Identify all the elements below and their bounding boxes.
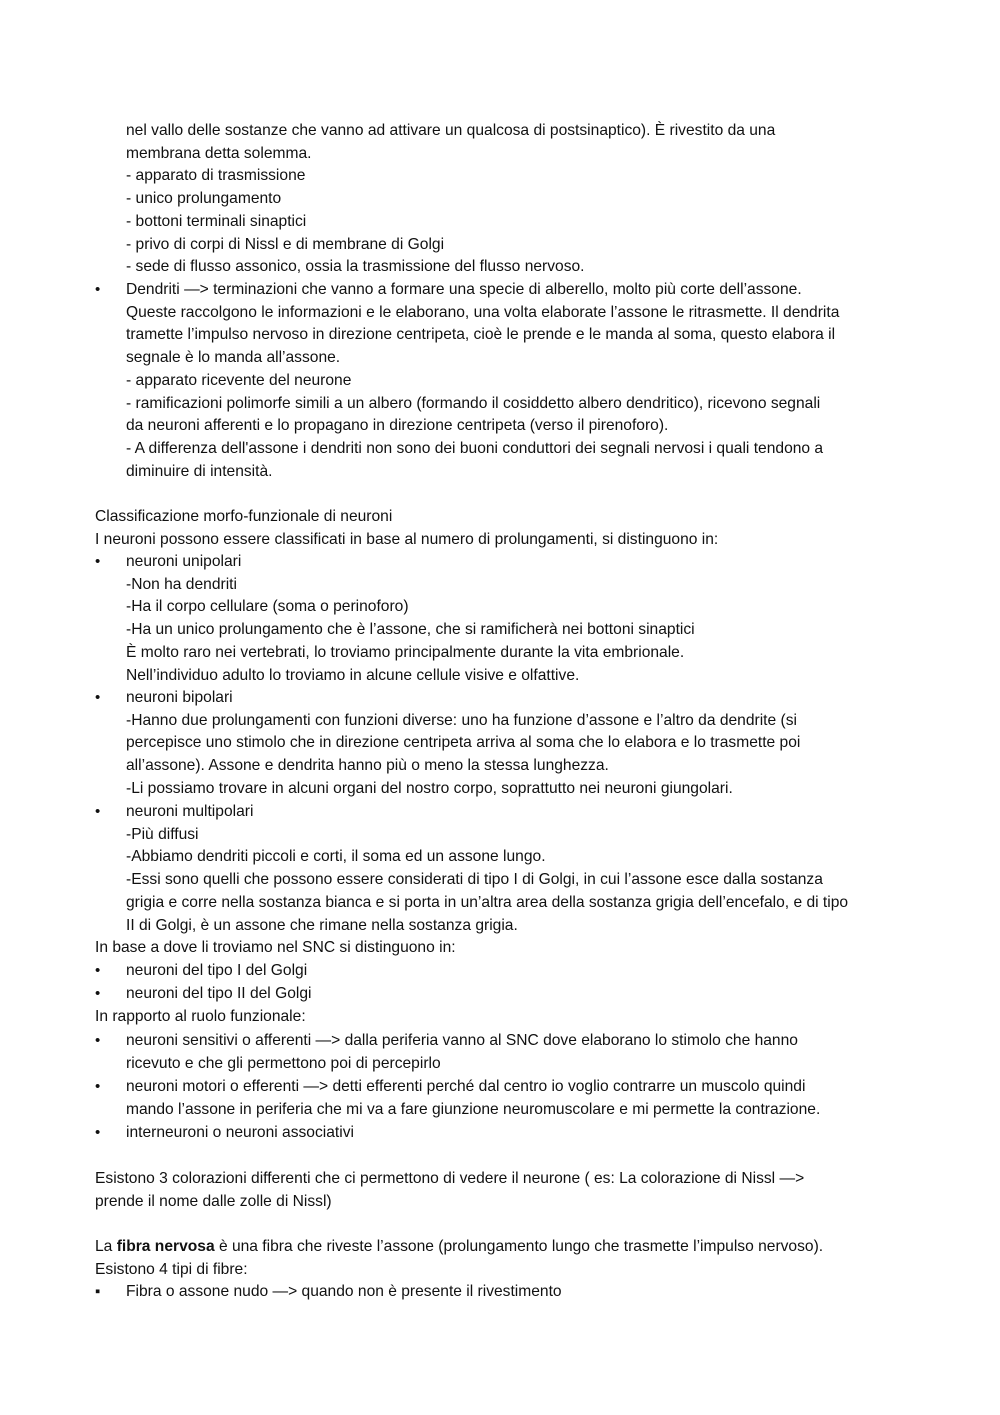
text-line: prende il nome dalle zolle di Nissl) (95, 1192, 332, 1210)
bullet-icon: • (95, 1078, 101, 1095)
text-line: - ramificazioni polimorfe simili a un albero (formando il cosiddetto albero dendritico), ricevono segnali (126, 394, 821, 412)
classification-section (95, 506, 925, 551)
text-line: ricevuto e che gli permettono poi di percepirlo (126, 1054, 441, 1072)
bullet-icon: • (95, 1032, 101, 1049)
text-line: neuroni multipolari (126, 803, 254, 820)
text-line: Esistono 4 tipi di fibre: (95, 1260, 248, 1278)
text-line: - privo di corpi di Nissl e di membrane di Golgi (126, 235, 445, 253)
text-line: - apparato di trasmissione (126, 167, 306, 185)
section-heading: Classificazione morfo-funzionale di neuroni (95, 508, 393, 525)
text-line: II di Golgi, è un assone che rimane nella sostanza grigia. (126, 916, 518, 934)
text-line: all’assone). Assone e dendrita hanno più o meno la stessa lunghezza. (126, 757, 609, 775)
ruolo-intro (95, 1006, 925, 1029)
bullet-icon: • (95, 1124, 101, 1141)
text-line: -Essi sono quelli che possono essere considerati di tipo I di Golgi, in cui l’assone esce dalla sostanza (126, 871, 823, 889)
text-line: -Abbiamo dendriti piccoli e corti, il soma ed un assone lungo. (126, 848, 546, 866)
text-line: - bottoni terminali sinaptici (126, 212, 307, 230)
text-line: In rapporto al ruolo funzionale: (95, 1008, 306, 1025)
text-line: diminuire di intensità. (126, 462, 273, 480)
bullet-icon: • (95, 281, 101, 298)
text-line: -Non ha dendriti (126, 575, 237, 593)
text-line: -Ha il corpo cellulare (soma o perinoforo) (126, 598, 409, 616)
text-line: - A differenza dell'assone i dendriti non sono dei buoni conduttori dei segnali nervosi i quali tendono a (126, 439, 824, 457)
text-line: - unico prolungamento (126, 190, 282, 208)
axon-continuation (126, 120, 926, 279)
text-line: da neuroni afferenti e lo propagano in direzione centripeta (verso il pirenoforo). (126, 417, 669, 435)
text-line: percepisce uno stimolo che in direzione centripeta arriva al soma che lo elabora e lo trasmette poi (126, 734, 801, 752)
fibra-paragraph (95, 1236, 925, 1281)
text-line: Fibra o assone nudo —> quando non è presente il rivestimento (126, 1283, 562, 1300)
text-line: neuroni del tipo II del Golgi (126, 985, 312, 1002)
text-line: neuroni bipolari (126, 689, 233, 706)
text-line: - sede di flusso assonico, ossia la trasmissione del flusso nervoso. (126, 258, 585, 276)
text-line: Queste raccolgono le informazioni e le elaborano, una volta elaborate l’assone le ritrasmette. Il dendrita (126, 303, 840, 321)
text-line (95, 1236, 925, 1259)
bullet-icon: • (95, 962, 101, 979)
bullet-icon: • (95, 553, 101, 570)
bullet-icon: • (95, 985, 101, 1002)
text-line: segnale è lo manda all’assone. (126, 349, 341, 367)
text-line: È molto raro nei vertebrati, lo troviamo principalmente durante la vita embrionale. (126, 643, 685, 661)
text-line: Dendriti —> terminazioni che vanno a formare una specie di alberello, molto più corte dell’assone. (126, 281, 802, 298)
text-line: - apparato ricevente del neurone (126, 371, 352, 389)
bold-term: fibra nervosa (116, 1238, 215, 1255)
text-line: interneuroni o neuroni associativi (126, 1124, 354, 1141)
text-line: tramette l’impulso nervoso in direzione centripeta, cioè le prende e le manda al soma, questo elabora il (126, 326, 836, 344)
text-line: neuroni unipolari (126, 553, 242, 570)
text-line: neuroni sensitivi o afferenti —> dalla periferia vanno al SNC dove elaborano lo stimolo che hanno (126, 1032, 798, 1049)
text-line: mando l’assone in periferia che mi va a fare giunzione neuromuscolare e mi permette la contrazione. (126, 1100, 821, 1118)
text-line: -Più diffusi (126, 825, 199, 843)
text-line: neuroni motori o efferenti —> detti efferenti perché dal centro io voglio contrarre un muscolo quindi (126, 1078, 806, 1095)
snc-intro (95, 937, 925, 960)
bullet-icon: • (95, 803, 101, 820)
text-line: membrana detta solemma. (126, 144, 312, 162)
text-line: I neuroni possono essere classificati in base al numero di prolungamenti, si distinguono in: (95, 530, 719, 548)
text-line: grigia e corre nella sostanza bianca e si porta in un’altra area della sostanza grigia dell’encefalo, e di tipo (126, 893, 849, 911)
bullet-icon: • (95, 689, 101, 706)
text-line: neuroni del tipo I del Golgi (126, 962, 308, 979)
text-line: Esistono 3 colorazioni differenti che ci permettono di vedere il neurone ( es: La colorazione di Nissl —> (95, 1170, 805, 1187)
text-line: In base a dove li troviamo nel SNC si distinguono in: (95, 939, 456, 956)
colorazioni-paragraph (95, 1168, 925, 1213)
text-line: -Ha un unico prolungamento che è l’assone, che si ramificherà nei bottoni sinaptici (126, 621, 695, 639)
text-run: è una fibra che riveste l’assone (prolungamento lungo che trasmette l’impulso nervoso). (214, 1238, 824, 1255)
text-line: Nell’individuo adulto lo troviamo in alcune cellule visive e olfattive. (126, 666, 580, 684)
square-bullet-icon: ▪ (95, 1283, 101, 1300)
text-line: -Li possiamo trovare in alcuni organi del nostro corpo, soprattutto nei neuroni giungolari. (126, 779, 733, 797)
text-line: -Hanno due prolungamenti con funzioni diverse: uno ha funzione d’assone e l’altro da dendrite (si (126, 711, 797, 729)
text-line: nel vallo delle sostanze che vanno ad attivare un qualcosa di postsinaptico). È rivestito da una (126, 122, 776, 139)
text-run: La (95, 1238, 117, 1255)
